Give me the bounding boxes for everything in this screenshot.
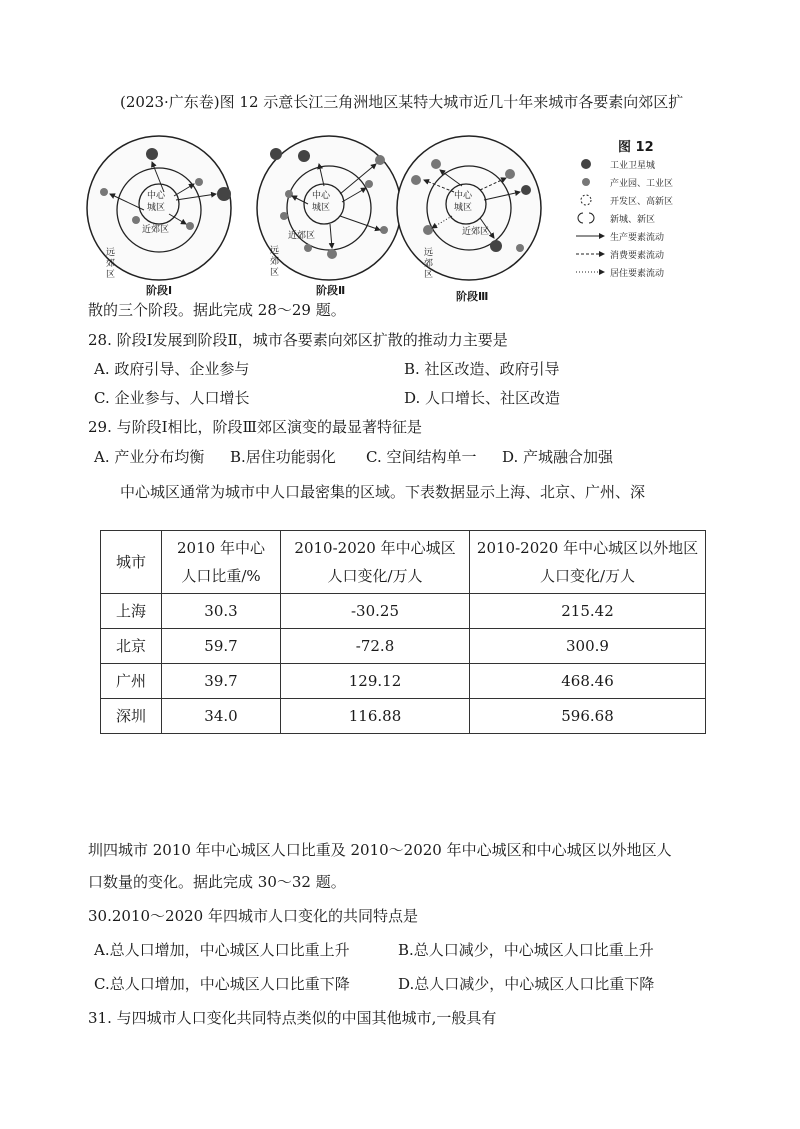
q29-option-a: A. 产业分布均衡 [94, 448, 205, 466]
passage2-line-1: 中心城区通常为城市中人口最密集的区域。下表数据显示上海、北京、广州、深 [120, 483, 646, 501]
legend-symbols [576, 159, 604, 272]
row-center-change: -30.25 [281, 594, 470, 629]
q29-stem: 29. 与阶段Ⅰ相比，阶段Ⅲ郊区演变的最显著特征是 [88, 418, 423, 436]
intro-line-1: (2023·广东卷)图 12 示意长江三角洲地区某特大城市近几十年来城市各要素向郊区扩 [120, 93, 684, 111]
table-row [101, 664, 706, 699]
legend-item-1: 工业卫星城 [610, 161, 656, 171]
row-ratio: 30.3 [162, 594, 281, 629]
header-center-change: 2010-2020 年中心城区 人口变化/万人 [281, 531, 470, 594]
row-outer-change: 215.42 [470, 594, 706, 629]
row-city: 广州 [101, 664, 162, 699]
passage2-line-2: 圳四城市 2010 年中心城区人口比重及 2010～2020 年中心城区和中心城区以外地区人 [88, 841, 672, 859]
q28-option-b: B. 社区改造、政府引导 [404, 360, 560, 378]
row-outer-change: 300.9 [470, 629, 706, 664]
header-city: 城市 [101, 531, 162, 594]
table-row [101, 629, 706, 664]
header-ratio: 2010 年中心 人口比重/% [162, 531, 281, 594]
center-label-1: 中心 [147, 191, 166, 201]
stage-1-label: 阶段Ⅰ [146, 284, 173, 297]
q30-option-a: A.总人口增加，中心城区人口比重上升 [94, 941, 350, 959]
q31-stem: 31. 与四城市人口变化共同特点类似的中国其他城市,一般具有 [88, 1009, 497, 1027]
table-row [101, 594, 706, 629]
q30-option-b: B.总人口减少，中心城区人口比重上升 [398, 941, 654, 959]
q30-option-d: D.总人口减少，中心城区人口比重下降 [398, 975, 655, 993]
near-suburb-label-1: 近郊区 [142, 225, 170, 235]
q28-option-a: A. 政府引导、企业参与 [94, 360, 250, 378]
legend-item-7: 居住要素流动 [610, 269, 665, 279]
stage-2-label: 阶段Ⅱ [316, 284, 346, 297]
q28-option-d: D. 人口增长、社区改造 [404, 389, 561, 407]
row-center-change: 116.88 [281, 699, 470, 734]
center-label-stage3-1: 中心 [454, 191, 473, 201]
near-suburb-label-3: 近郊区 [462, 227, 490, 237]
row-outer-change: 596.68 [470, 699, 706, 734]
q29-option-b: B.居住功能弱化 [230, 448, 336, 466]
intro-line-2: 散的三个阶段。据此完成 28～29 题。 [88, 301, 346, 319]
q29-option-d: D. 产城融合加强 [502, 448, 614, 466]
row-ratio: 34.0 [162, 699, 281, 734]
legend-item-5: 生产要素流动 [610, 233, 665, 243]
q28-stem: 28. 阶段Ⅰ发展到阶段Ⅱ，城市各要素向郊区扩散的推动力主要是 [88, 331, 508, 349]
row-ratio: 59.7 [162, 629, 281, 664]
table-header-row [101, 531, 706, 594]
figure-12 [84, 130, 724, 310]
row-outer-change: 468.46 [470, 664, 706, 699]
far-suburb-label-2: 远郊区 [270, 246, 280, 278]
q29-option-c: C. 空间结构单一 [366, 448, 477, 466]
figure-title: 图 12 [618, 140, 654, 155]
near-suburb-label-2: 近郊区 [288, 231, 316, 241]
legend-item-2: 产业园、工业区 [610, 179, 674, 189]
far-suburb-label-1: 远郊区 [106, 248, 116, 280]
center-label-stage2-2: 城区 [312, 203, 331, 213]
table-row [101, 699, 706, 734]
population-table [100, 530, 706, 734]
far-suburb-label-3: 远郊区 [424, 248, 434, 280]
legend-item-6: 消费要素流动 [610, 251, 665, 261]
row-center-change: -72.8 [281, 629, 470, 664]
header-outer-change: 2010-2020 年中心城区以外地区 人口变化/万人 [470, 531, 706, 594]
center-label-stage3-2: 城区 [454, 203, 473, 213]
q30-option-c: C.总人口增加，中心城区人口比重下降 [94, 975, 350, 993]
legend-item-4: 新城、新区 [610, 215, 656, 225]
stage-3-label: 阶段Ⅲ [456, 290, 489, 303]
center-label-stage2-1: 中心 [312, 191, 331, 201]
row-ratio: 39.7 [162, 664, 281, 699]
row-city: 深圳 [101, 699, 162, 734]
row-city: 北京 [101, 629, 162, 664]
q28-option-c: C. 企业参与、人口增长 [94, 389, 250, 407]
q30-stem: 30.2010～2020 年四城市人口变化的共同特点是 [88, 907, 418, 925]
center-label-2: 城区 [147, 203, 166, 213]
row-center-change: 129.12 [281, 664, 470, 699]
legend-item-3: 开发区、高新区 [610, 197, 674, 207]
passage2-line-3: 口数量的变化。据此完成 30～32 题。 [88, 873, 346, 891]
row-city: 上海 [101, 594, 162, 629]
